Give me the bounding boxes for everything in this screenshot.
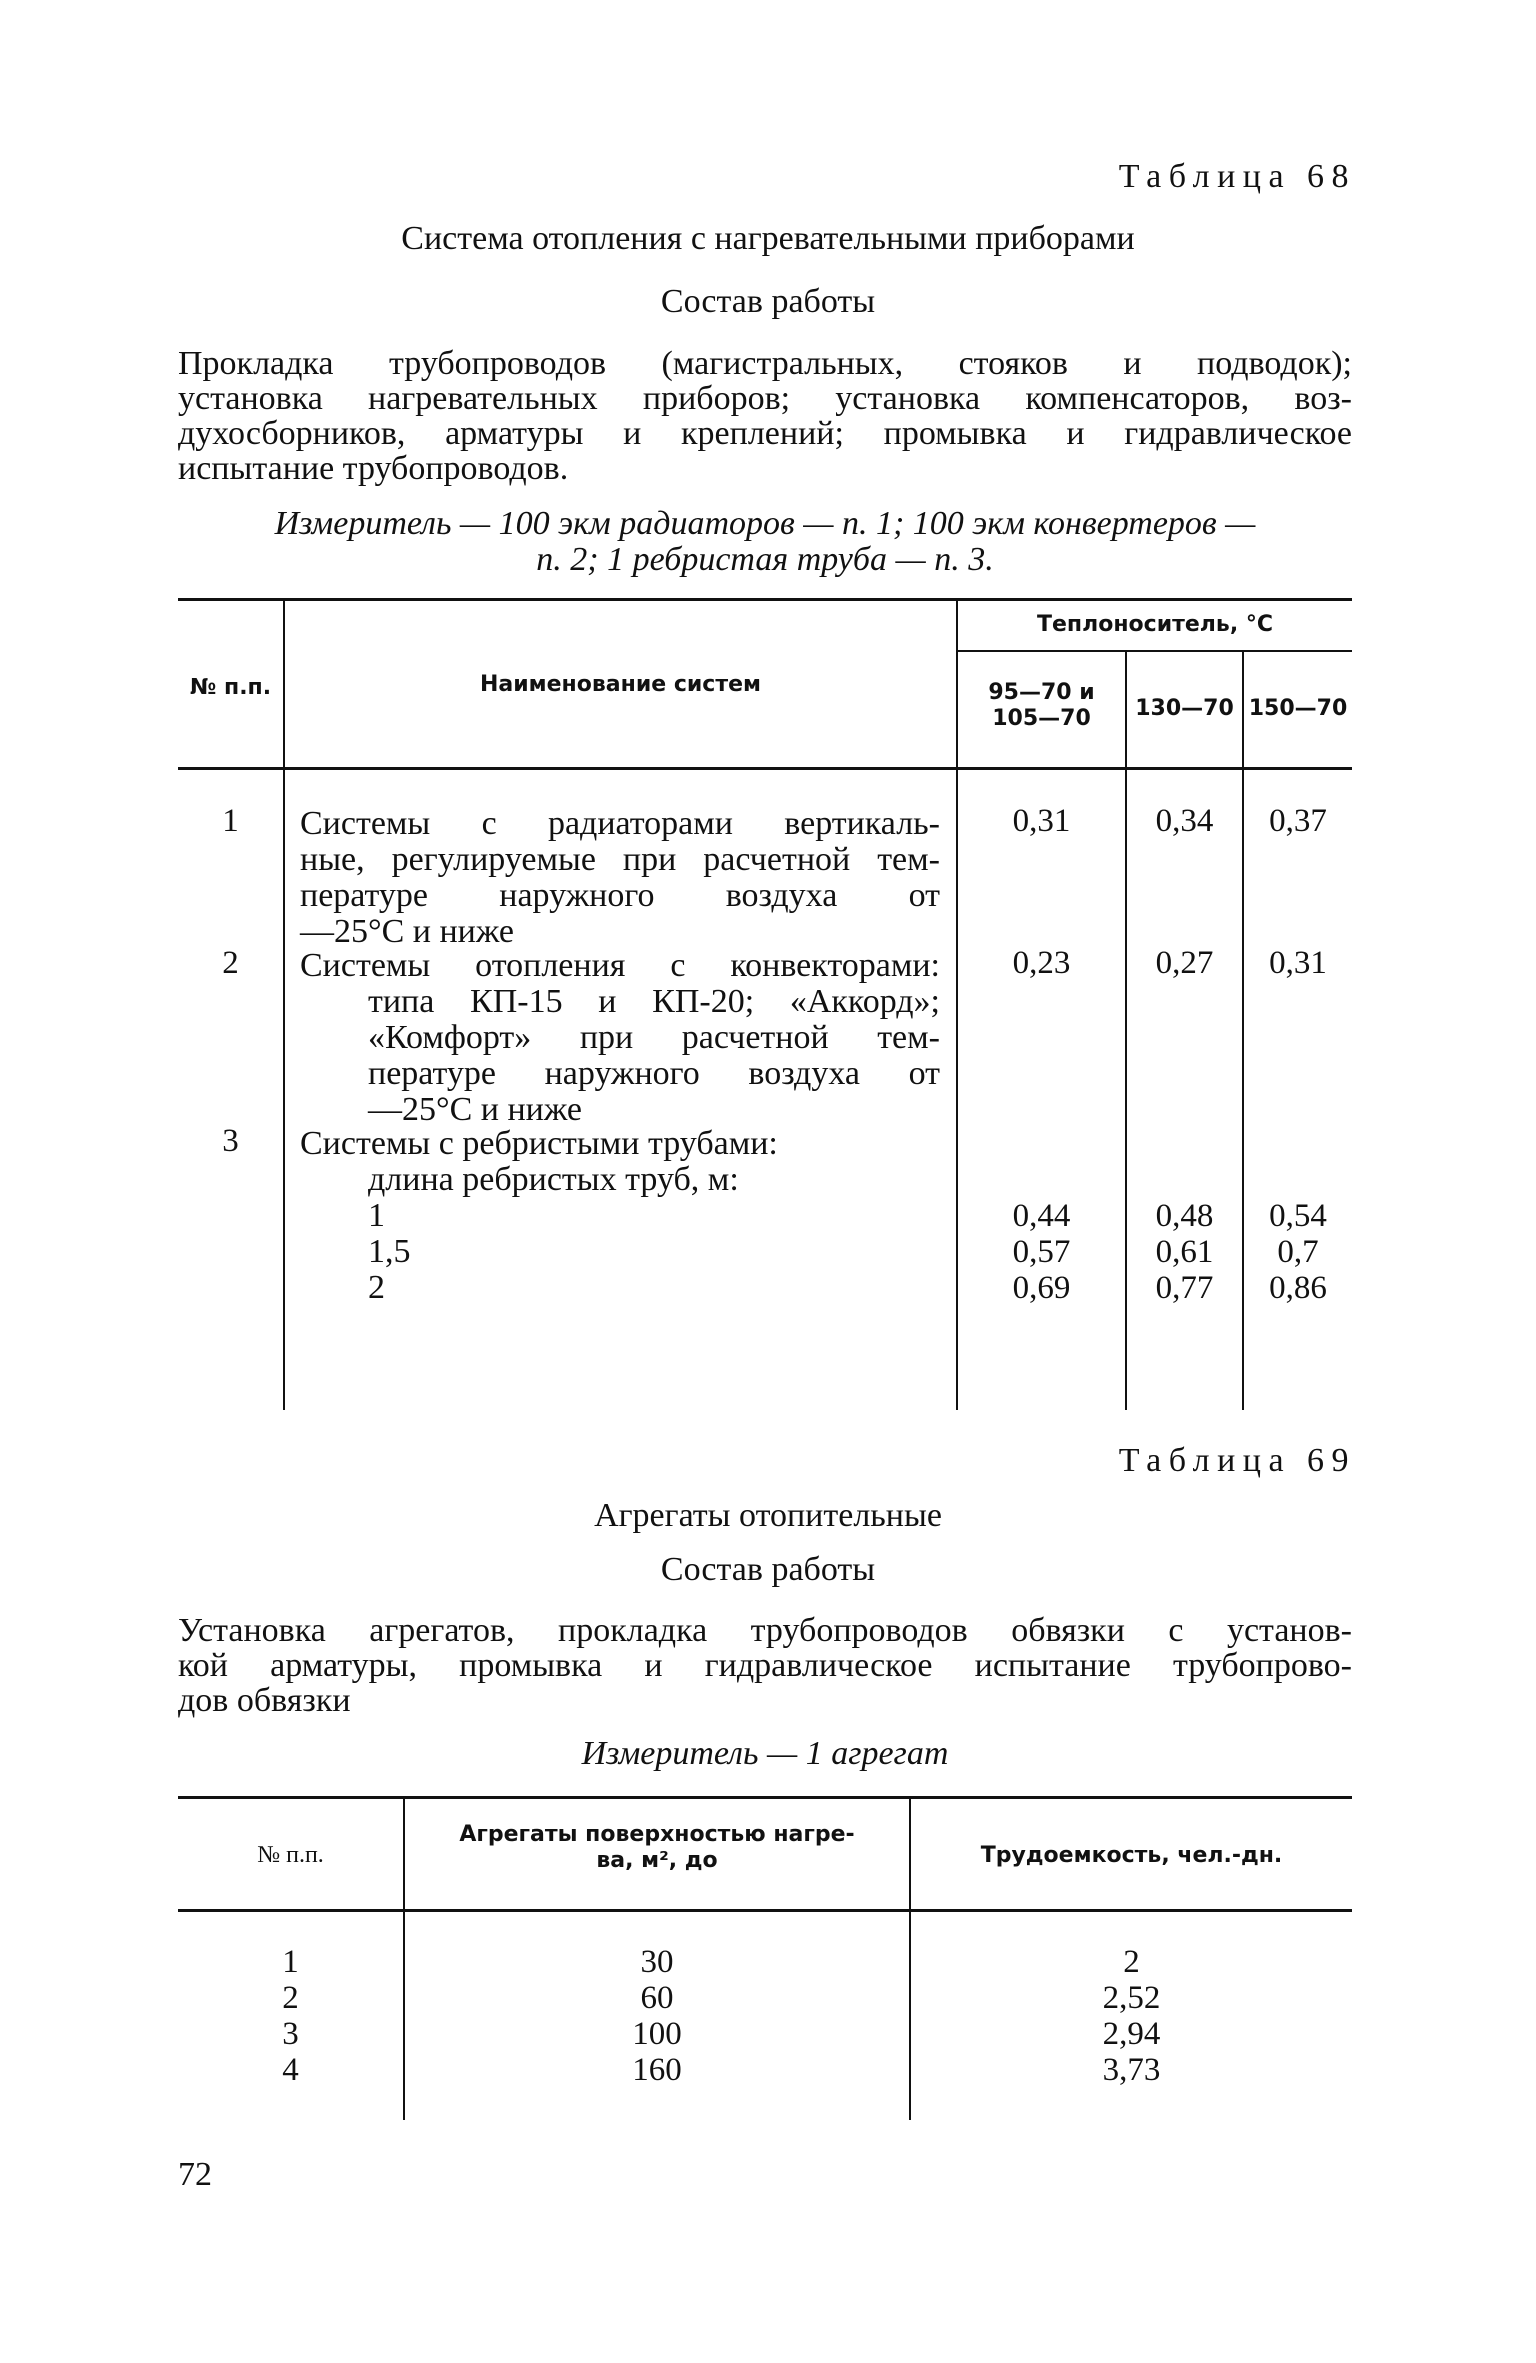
name-line: —25°С и ниже — [368, 1091, 582, 1128]
table-cell-value: 0,27 — [1155, 945, 1214, 981]
table-cell-value: 0,23 — [1012, 945, 1071, 981]
header-col2: 130—70 — [1135, 696, 1234, 721]
name-line: ные, регулируемые при расчетной тем- — [300, 841, 940, 878]
header-area-line: Агрегаты поверхностью нагре- — [459, 1822, 855, 1847]
table-cell-value: 0,61 — [1155, 1234, 1214, 1270]
table-cell-value: 0,69 — [1012, 1270, 1071, 1306]
name-line: пературе наружного воздуха от — [368, 1055, 940, 1092]
work-line: кой арматуры, промывка и гидравлическое испытание трубопрово- — [178, 1647, 1352, 1684]
subrow-label: 1 — [368, 1197, 385, 1234]
table69-caption: Таблица 69 — [1118, 1442, 1356, 1479]
table-row-num: 3 — [222, 1123, 239, 1159]
table68-divider-num — [283, 600, 285, 1410]
header-col1-line: 95—70 и — [988, 680, 1095, 705]
name-line: Системы с ребристыми трубами: — [300, 1125, 778, 1162]
table69-work-description — [178, 1613, 1352, 1718]
table-cell-area: 100 — [632, 2016, 682, 2052]
work-line: установка нагревательных приборов; установка компенсаторов, воз- — [178, 380, 1352, 417]
subrow-label: 2 — [368, 1269, 385, 1306]
table68-subtitle: Состав работы — [660, 283, 876, 320]
table-row-name — [300, 806, 940, 950]
measure-line: п. 2; 1 ребристая труба — п. 3. — [536, 541, 994, 578]
table69-header-rule — [178, 1909, 1352, 1912]
table-cell-labor: 2,52 — [1102, 1980, 1161, 2016]
table-cell-value: 0,31 — [1012, 803, 1071, 839]
work-line: Установка агрегатов, прокладка трубопроводов обвязки с установ- — [178, 1612, 1352, 1649]
name-line: «Комфорт» при расчетной тем- — [368, 1019, 940, 1056]
header-name: Наименование систем — [479, 672, 761, 697]
table68-top-rule — [178, 598, 1352, 601]
table-cell-value: 0,37 — [1269, 803, 1327, 839]
page-number: 72 — [178, 2156, 212, 2193]
table-cell-labor: 2,94 — [1102, 2016, 1161, 2052]
table-cell-value: 0,77 — [1155, 1270, 1214, 1306]
table-cell-value: 0,54 — [1269, 1198, 1327, 1234]
table68-caption: Таблица 68 — [1118, 158, 1356, 195]
table69-subtitle: Состав работы — [660, 1551, 876, 1588]
table69-measure: Измеритель — 1 агрегат — [581, 1735, 949, 1772]
name-line: —25°С и ниже — [300, 913, 514, 950]
header-labor: Трудоемкость, чел.-дн. — [980, 1843, 1283, 1868]
table-row-num: 3 — [282, 2016, 299, 2052]
table69-top-rule — [178, 1796, 1352, 1799]
table-row-name — [300, 948, 940, 1128]
work-line: Прокладка трубопроводов (магистральных, стояков и подводок); — [178, 345, 1352, 382]
table-row-num: 1 — [282, 1944, 299, 1980]
table-cell-value: 0,86 — [1269, 1270, 1327, 1306]
table-cell-value: 0,57 — [1012, 1234, 1071, 1270]
measure-line: Измеритель — 100 экм радиаторов — п. 1; 100 экм конвертеров — — [274, 505, 1256, 542]
header-area — [405, 1822, 909, 1874]
table-row-num: 2 — [282, 1980, 299, 2016]
table-cell-value: 0,44 — [1012, 1198, 1071, 1234]
table69-title: Агрегаты отопительные — [594, 1497, 942, 1534]
table68-header-rule — [178, 767, 1352, 770]
name-line: пературе наружного воздуха от — [300, 877, 940, 914]
name-line: Системы с радиаторами вертикаль- — [300, 805, 940, 842]
table68-carrier-rule — [956, 650, 1352, 652]
name-line: типа КП-15 и КП-20; «Аккорд»; — [368, 983, 940, 1020]
table-row-num: 4 — [282, 2052, 299, 2088]
subrow-label: 1,5 — [368, 1233, 411, 1270]
table-row-num: 2 — [222, 945, 239, 981]
table-cell-value: 0,7 — [1277, 1234, 1319, 1270]
header-col1-line: 105—70 — [992, 706, 1091, 731]
header-col1 — [958, 680, 1125, 732]
table-row-name — [300, 1126, 940, 1306]
table68-title: Система отопления с нагревательными приборами — [401, 220, 1135, 257]
table-cell-area: 30 — [640, 1944, 674, 1980]
work-line: испытание трубопроводов. — [178, 450, 569, 487]
header-area-line: ва, м², до — [596, 1848, 718, 1873]
table-cell-area: 60 — [640, 1980, 674, 2016]
work-line: дов обвязки — [178, 1682, 351, 1719]
table68-measure — [178, 506, 1352, 578]
table68-work-description — [178, 346, 1352, 486]
header-num: № п.п. — [189, 675, 272, 700]
name-line: Системы отопления с конвекторами: — [300, 947, 940, 984]
header-carrier: Теплоноситель, °С — [1037, 612, 1273, 637]
table-cell-value: 0,34 — [1155, 803, 1214, 839]
table-cell-labor: 2 — [1123, 1944, 1140, 1980]
table-row-num: 1 — [222, 803, 239, 839]
table-cell-value: 0,48 — [1155, 1198, 1214, 1234]
header-num: № п.п. — [257, 1842, 324, 1868]
header-col3: 150—70 — [1248, 696, 1348, 721]
table-cell-area: 160 — [632, 2052, 682, 2088]
table-cell-value: 0,31 — [1269, 945, 1327, 981]
table-cell-labor: 3,73 — [1102, 2052, 1161, 2088]
name-line: длина ребристых труб, м: — [368, 1161, 739, 1198]
work-line: духосборников, арматуры и креплений; промывка и гидравлическое — [178, 415, 1352, 452]
